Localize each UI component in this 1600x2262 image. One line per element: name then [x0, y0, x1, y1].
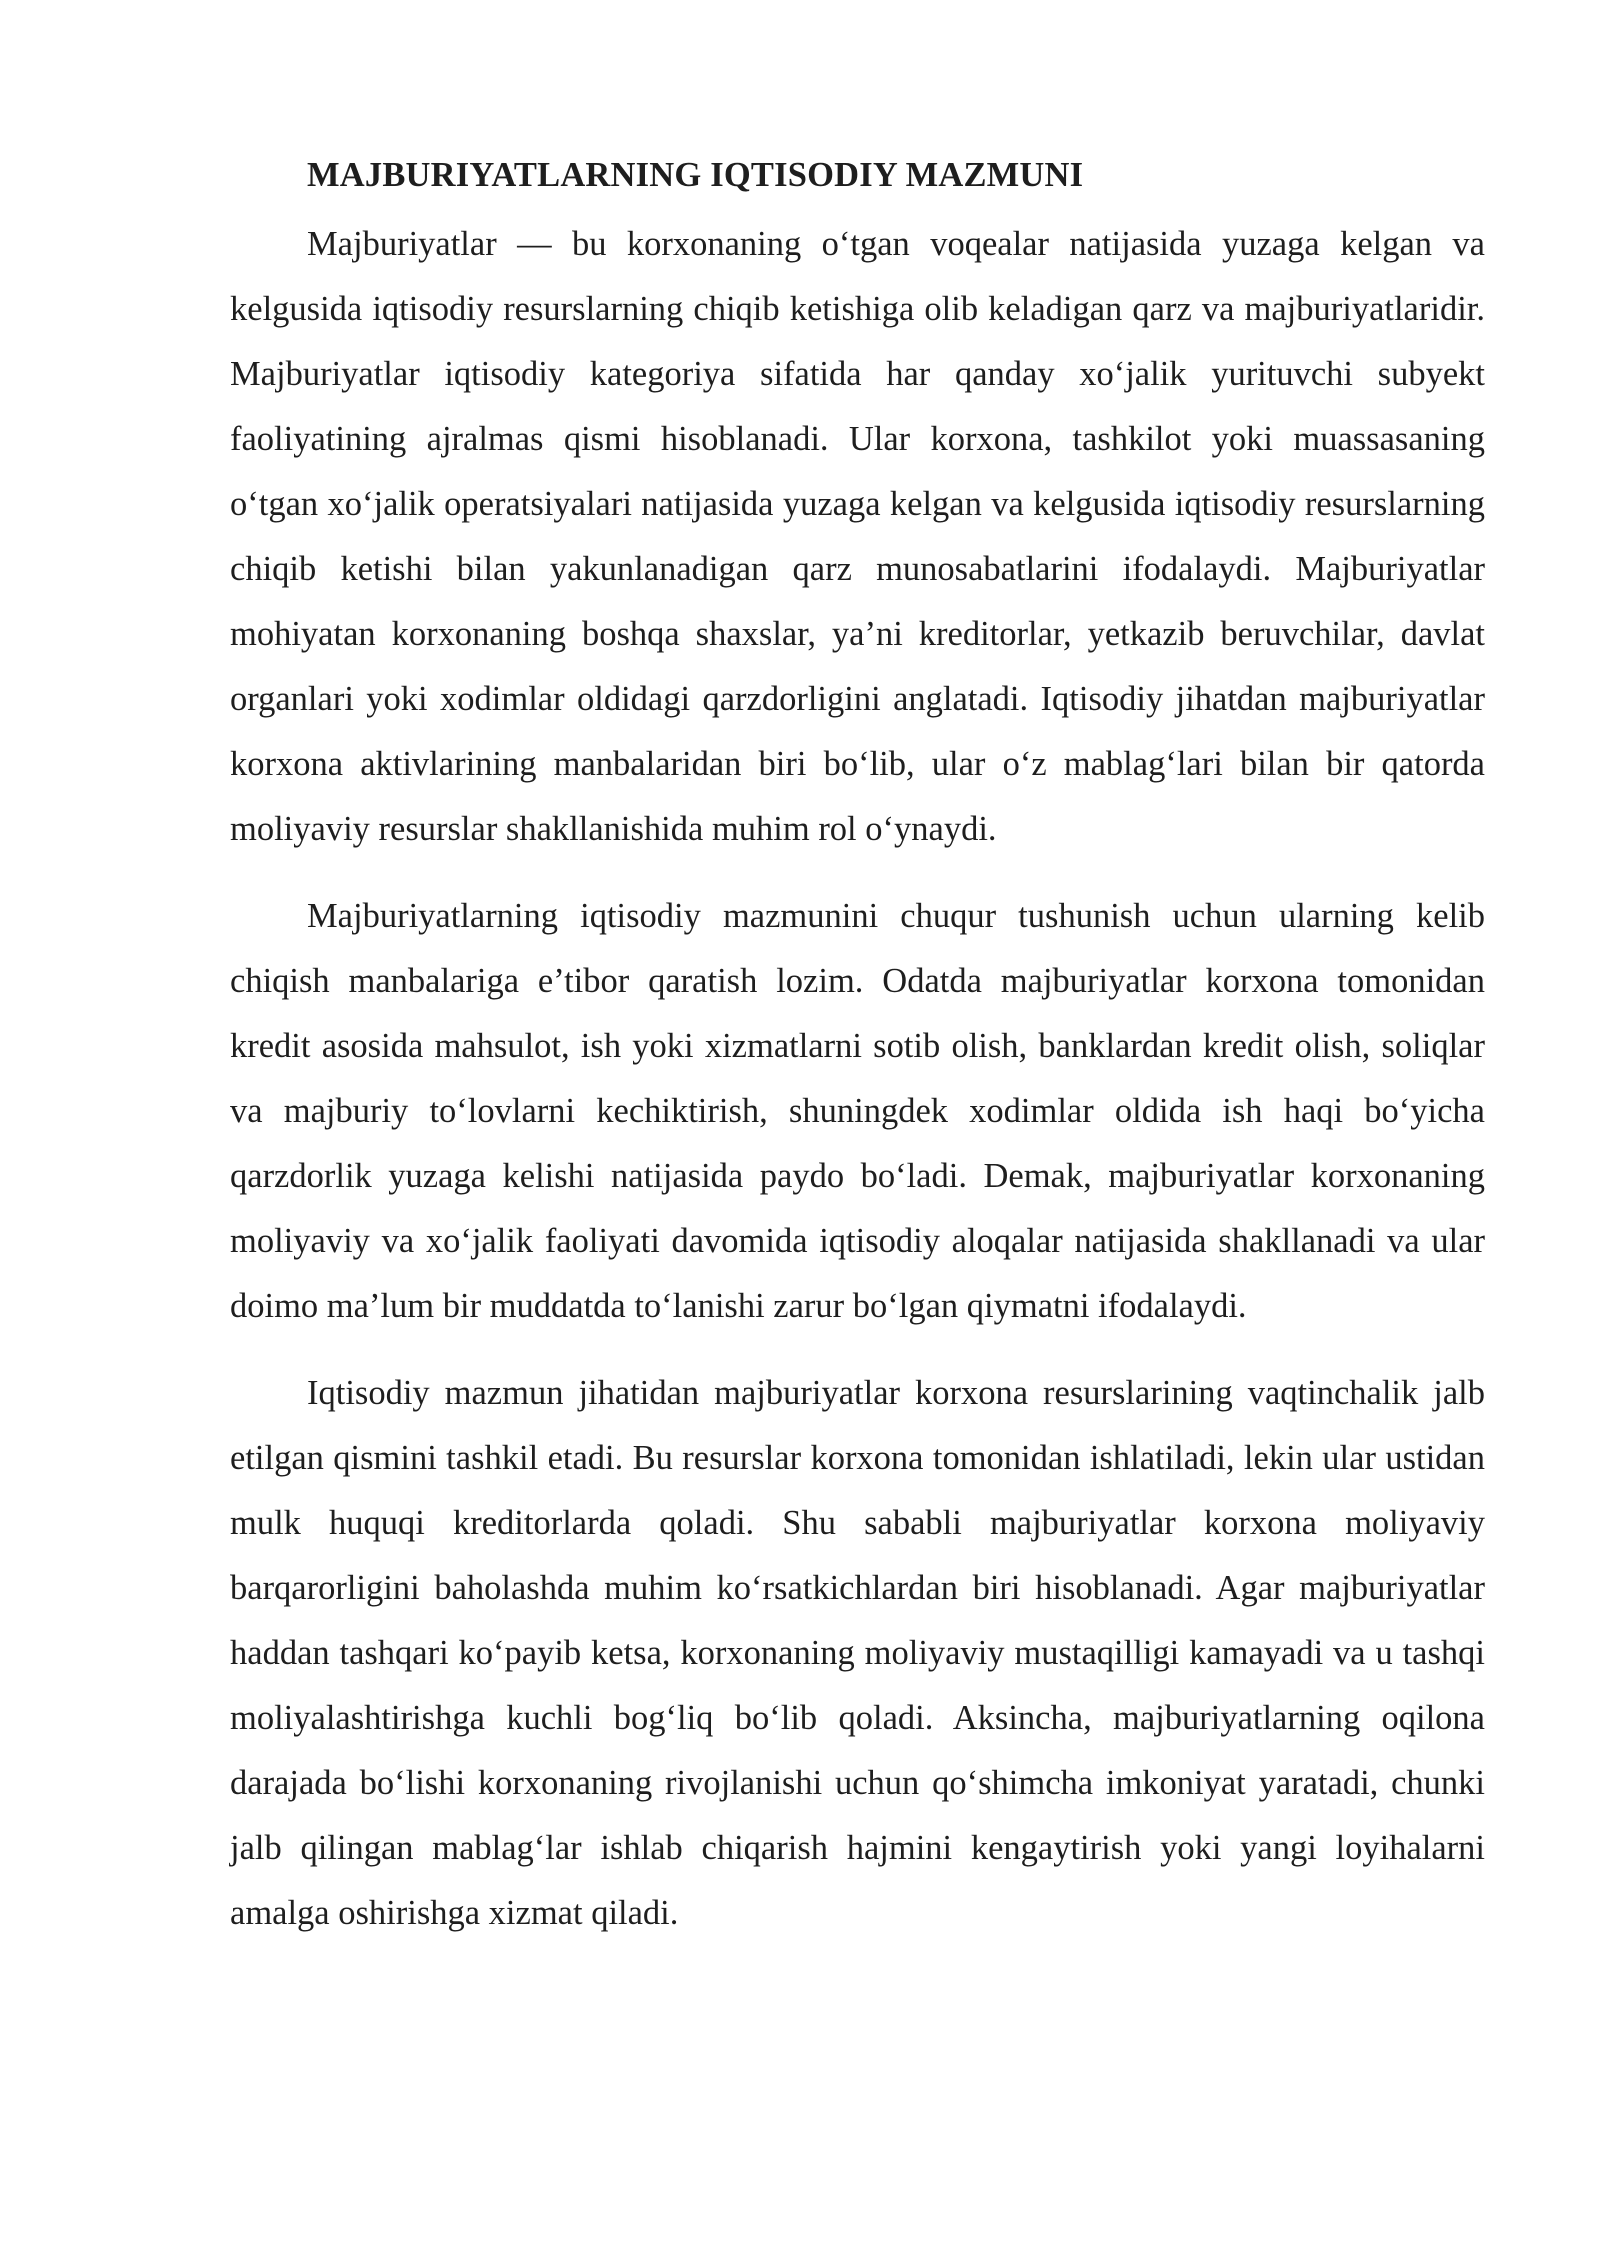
paragraph-3: Iqtisodiy mazmun jihatidan majburiyatlar korxona resurslarining vaqtinchalik jalb etilgan qismini tashkil etadi. Bu resurslar korxona tomonidan ishlatiladi, lekin ular ustidan mulk huquqi kreditorlarda qoladi. Shu sababli majburiyatlar korxona moliyaviy barqarorligini baholashda muhim ko‘rsatkichlardan biri hisoblanadi. Agar majburiyatlar haddan tashqari ko‘payib ketsa, korxonaning moliyaviy mustaqilligi kamayadi va u tashqi moliyalashtirishga kuchli bog‘liq bo‘lib qoladi. Aksincha, majburiyatlarning oqilona darajada bo‘lishi korxonaning rivojlanishi uchun qo‘shimcha imkoniyat yaratadi, chunki jalb qilingan mablag‘lar ishlab chiqarish hajmini kengaytirish yoki yangi loyihalarni amalga oshirishga xizmat qiladi.	[230, 1374, 1485, 1932]
paragraph-2: Majburiyatlarning iqtisodiy mazmunini chuqur tushunish uchun ularning kelib chiqish manbalariga e’tibor qaratish lozim. Odatda majburiyatlar korxona tomonidan kredit asosida mahsulot, ish yoki xizmatlarni sotib olish, banklardan kredit olish, soliqlar va majburiy to‘lovlarni kechiktirish, shuningdek xodimlar oldida ish haqi bo‘yicha qarzdorlik yuzaga kelishi natijasida paydo bo‘ladi. Demak, majburiyatlar korxonaning moliyaviy va xo‘jalik faoliyati davomida iqtisodiy aloqalar natijasida shakllanadi va ular doimo ma’lum bir muddatda to‘lanishi zarur bo‘lgan qiymatni ifodalaydi.	[230, 897, 1485, 1325]
paragraph-1: Majburiyatlar — bu korxonaning o‘tgan voqealar natijasida yuzaga kelgan va kelgusida iqtisodiy resurslarning chiqib ketishiga olib keladigan qarz va majburiyatlaridir. Majburiyatlar iqtisodiy kategoriya sifatida har qanday xo‘jalik yurituvchi subyekt faoliyatining ajralmas qismi hisoblanadi. Ular korxona, tashkilot yoki muassasaning o‘tgan xo‘jalik operatsiyalari natijasida yuzaga kelgan va kelgusida iqtisodiy resurslarning chiqib ketishi bilan yakunlanadigan qarz munosabatlarini ifodalaydi. Majburiyatlar mohiyatan korxonaning boshqa shaxslar, ya’ni kreditorlar, yetkazib beruvchilar, davlat organlari yoki xodimlar oldidagi qarzdorligini anglatadi. Iqtisodiy jihatdan majburiyatlar korxona aktivlarining manbalaridan biri bo‘lib, ular o‘z mablag‘lari bilan bir qatorda moliyaviy resurslar shakllanishida muhim rol o‘ynaydi.	[230, 225, 1485, 848]
document-title: MAJBURIYATLARNING IQTISODIY MAZMUNI	[307, 156, 1084, 194]
document-body	[230, 150, 1485, 1968]
